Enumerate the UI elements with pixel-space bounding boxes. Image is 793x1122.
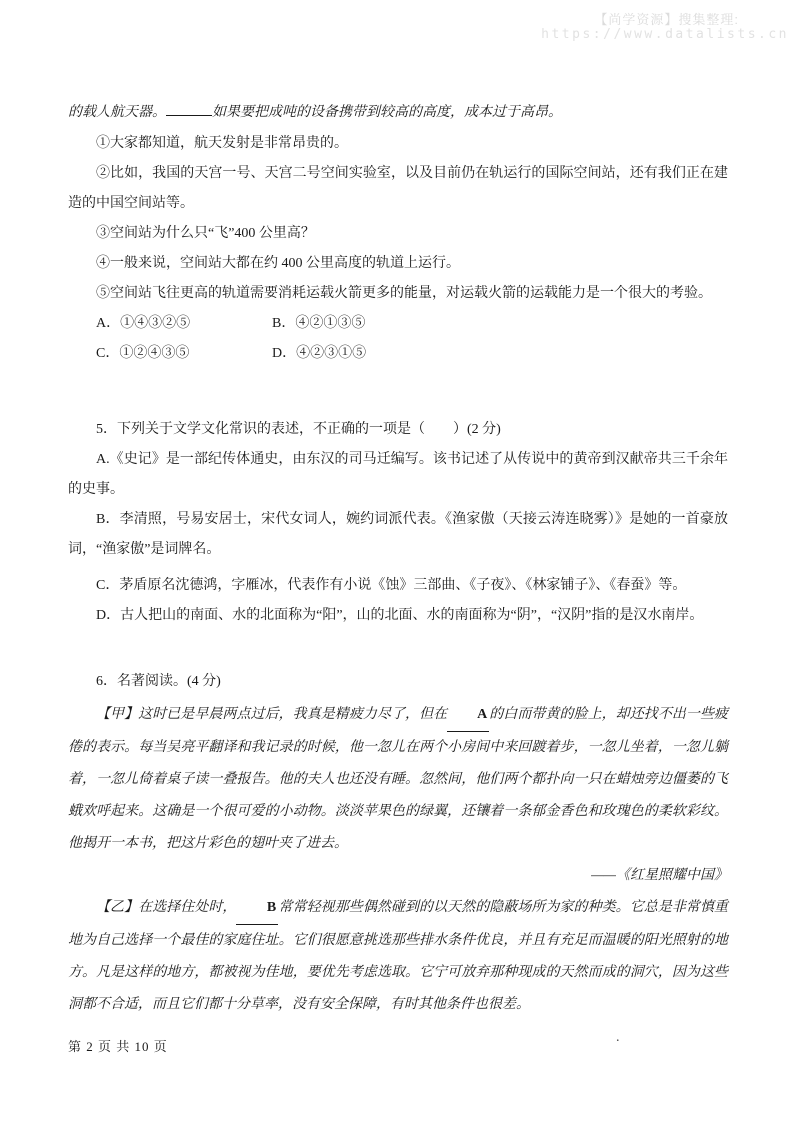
q4-sentence-3: ③空间站为什么只“飞”400 公里高？	[96, 226, 315, 241]
watermark-credit: 【尚学资源】搜集整理:	[594, 12, 739, 27]
fill-blank-underline	[166, 101, 212, 116]
stray-dot: .	[616, 1030, 620, 1045]
q4-option-a: A．①④③②⑤	[96, 316, 191, 331]
q4-sentence-2: ②比如，我国的天宫一号、天宫二号空间实验室，以及目前仍在轨运行的国际空间站，还有我们正在建造的中国空间站等。	[68, 166, 728, 211]
passage-yi-pre: 【乙】在选择住处时，	[96, 900, 237, 915]
passage-jia-pre: 【甲】这时已是早晨两点过后，我真是精疲力尽了，但在	[96, 707, 448, 722]
q5-stem: 5．下列关于文学文化常识的表述，不正确的一项是（ ）(2 分)	[96, 422, 501, 437]
q4-sentence-4: ④一般来说，空间站大都在约 400 公里高度的轨道上运行。	[96, 256, 460, 271]
q4-options-row-1	[68, 309, 728, 339]
passage-yi-post: 常常轻视那些偶然碰到的以天然的隐蔽场所为家的种类。它总是非常慎重地为自己选择一个最佳的家庭住址。它们很愿意挑选那些排水条件优良，并且有充足而温暖的阳光照射的地方。凡是这样的地方，都被视为佳地，要优先考虑选取。它宁可放弃那种现成的天然而成的洞穴，因为这些洞都不合适，而且它们都十分草率，没有安全保障，有时其他条件也很差。	[68, 900, 729, 1012]
page-number: 第 2 页 共 10 页	[68, 1039, 168, 1054]
q4-option-d: D．④②③①⑤	[272, 346, 367, 361]
page-content	[68, 97, 728, 1021]
passage-jia-post: 的白而带黄的脸上，却还找不出一些疲倦的表示。每当吴亮平翻译和我记录的时候，他一忽儿在两个小房间中来回踱着步，一忽儿坐着，一忽儿躺着，一忽儿倚着桌子读一叠报告。他的夫人也还没有睡。忽然间，他们两个都扑向一只在蜡烛旁边僵萎的飞蛾欢呼起来。这确是一个很可爱的小动物。淡淡苹果色的绿翼，还镶着一条郁金香色和玫瑰色的柔软彩纹。他揭开一本书，把这片彩色的翅叶夹了进去。	[68, 707, 729, 851]
q4-option-c: C．①②④③⑤	[96, 346, 190, 361]
q4-options-row-2	[68, 339, 728, 369]
q5-option-a: A.《史记》是一部纪传体通史，由东汉的司马迁编写。该书记述了从传说中的黄帝到汉献帝共三千余年的史事。	[68, 452, 728, 497]
fill-blank-a: A	[447, 699, 489, 732]
q5-option-c: C．茅盾原名沈德鸿，字雁冰，代表作有小说《蚀》三部曲、《子夜》、《林家铺子》、《春蚕》等。	[96, 578, 687, 593]
passage-continuation-pre: 的载人航天器。	[68, 105, 166, 120]
q5-option-d: D．古人把山的南面、水的北面称为“阳”，山的北面、水的南面称为“阴”，“汉阴”指的是汉水南岸。	[96, 608, 704, 623]
watermark-url: https://www.datalists.cn	[541, 27, 789, 42]
q6-title: 6．名著阅读。(4 分)	[96, 674, 221, 689]
fill-blank-b: B	[236, 892, 278, 925]
passage-jia	[68, 699, 728, 860]
q4-sentence-1: ①大家都知道，航天发射是非常昂贵的。	[96, 136, 348, 151]
passage-continuation	[68, 97, 728, 129]
q4-sentence-5: ⑤空间站飞往更高的轨道需要消耗运载火箭更多的能量，对运载火箭的运载能力是一个很大的考验。	[96, 286, 712, 301]
q4-option-b: B．④②①③⑤	[272, 316, 366, 331]
passage-yi	[68, 892, 728, 1021]
passage-continuation-post: 如果要把成吨的设备携带到较高的高度，成本过于高昂。	[212, 105, 562, 120]
passage-jia-source: ——《红星照耀中国》	[591, 868, 728, 883]
q5-option-b: B．李清照，号易安居士，宋代女词人，婉约词派代表。《渔家傲（天接云涛连晓雾）》是她的一首豪放词，“渔家傲”是词牌名。	[68, 512, 728, 557]
